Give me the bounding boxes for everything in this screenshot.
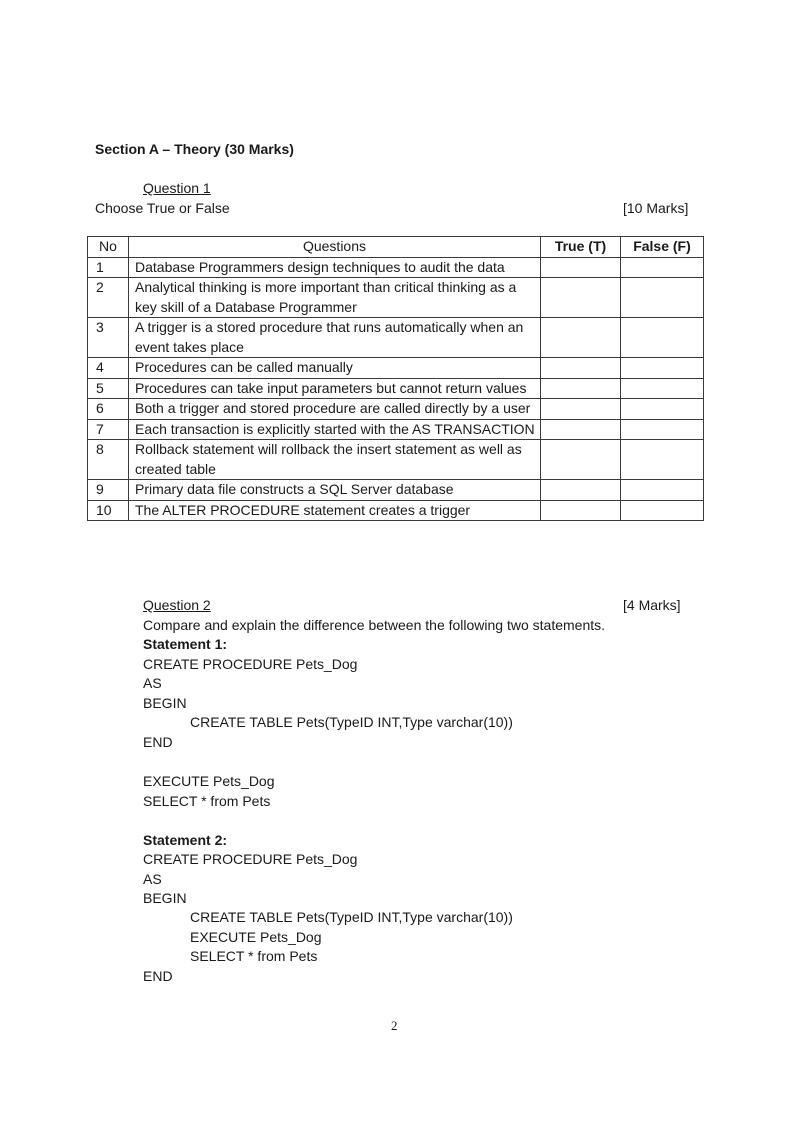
true-answer-cell[interactable] — [541, 257, 621, 278]
question-number: 6 — [88, 399, 129, 420]
question1-marks: [10 Marks] — [623, 200, 689, 216]
question1-heading: Question 1 — [143, 180, 211, 196]
true-answer-cell[interactable] — [541, 358, 621, 379]
statement2-line: AS — [143, 871, 162, 887]
true-answer-cell[interactable] — [541, 318, 621, 358]
table-row — [88, 378, 704, 399]
table-row — [88, 318, 704, 358]
question-number: 1 — [88, 257, 129, 278]
false-answer-cell[interactable] — [621, 419, 704, 440]
false-answer-cell[interactable] — [621, 378, 704, 399]
question-text: A trigger is a stored procedure that runs automatically when an event takes place — [129, 318, 541, 358]
question-text: The ALTER PROCEDURE statement creates a trigger — [129, 500, 541, 521]
table-row — [88, 399, 704, 420]
true-answer-cell[interactable] — [541, 278, 621, 318]
table-row — [88, 278, 704, 318]
question-text: Analytical thinking is more important than critical thinking as a key skill of a Database Programmer — [129, 278, 541, 318]
false-answer-cell[interactable] — [621, 399, 704, 420]
header-no: No — [88, 237, 129, 258]
statement1-line: CREATE PROCEDURE Pets_Dog — [143, 656, 358, 672]
question2-instruction: Compare and explain the difference between the following two statements. — [143, 617, 606, 633]
true-answer-cell[interactable] — [541, 500, 621, 521]
question-text: Primary data file constructs a SQL Server database — [129, 480, 541, 501]
question-text: Rollback statement will rollback the insert statement as well as created table — [129, 440, 541, 480]
statement1-line: END — [143, 734, 173, 750]
question-number: 9 — [88, 480, 129, 501]
question-number: 10 — [88, 500, 129, 521]
table-row — [88, 419, 704, 440]
true-answer-cell[interactable] — [541, 480, 621, 501]
question-number: 3 — [88, 318, 129, 358]
true-answer-cell[interactable] — [541, 440, 621, 480]
statement2-line: END — [143, 968, 173, 984]
statement1-line: EXECUTE Pets_Dog — [143, 773, 275, 789]
false-answer-cell[interactable] — [621, 500, 704, 521]
table-row — [88, 440, 704, 480]
statement2-line: EXECUTE Pets_Dog — [190, 929, 322, 945]
header-true: True (T) — [541, 237, 621, 258]
statement2-line: CREATE PROCEDURE Pets_Dog — [143, 851, 358, 867]
true-answer-cell[interactable] — [541, 399, 621, 420]
header-questions: Questions — [129, 237, 541, 258]
question-text: Database Programmers design techniques to audit the data — [129, 257, 541, 278]
section-title: Section A – Theory (30 Marks) — [95, 141, 294, 157]
statement2-line: SELECT * from Pets — [190, 948, 318, 964]
question-number: 7 — [88, 419, 129, 440]
table-row — [88, 480, 704, 501]
false-answer-cell[interactable] — [621, 257, 704, 278]
false-answer-cell[interactable] — [621, 358, 704, 379]
statement2-label: Statement 2: — [143, 832, 228, 848]
question-number: 8 — [88, 440, 129, 480]
question-number: 4 — [88, 358, 129, 379]
statement2-line: CREATE TABLE Pets(TypeID INT,Type varchar(10)) — [190, 909, 513, 925]
question-number: 5 — [88, 378, 129, 399]
statement1-line: SELECT * from Pets — [143, 793, 271, 809]
statement1-line: BEGIN — [143, 695, 187, 711]
statement1-line: AS — [143, 675, 162, 691]
false-answer-cell[interactable] — [621, 440, 704, 480]
statement1-line: CREATE TABLE Pets(TypeID INT,Type varchar(10)) — [190, 714, 513, 730]
false-answer-cell[interactable] — [621, 480, 704, 501]
header-false: False (F) — [621, 237, 704, 258]
question-text: Procedures can take input parameters but cannot return values — [129, 378, 541, 399]
table-row — [88, 257, 704, 278]
statement2-line: BEGIN — [143, 890, 187, 906]
table-row — [88, 358, 704, 379]
false-answer-cell[interactable] — [621, 318, 704, 358]
question1-instruction: Choose True or False — [95, 200, 230, 216]
true-false-table — [87, 236, 704, 521]
question-text: Each transaction is explicitly started with the AS TRANSACTION — [129, 419, 541, 440]
page-number: 2 — [391, 1018, 398, 1033]
statement1-label: Statement 1: — [143, 636, 228, 652]
question-text: Procedures can be called manually — [129, 358, 541, 379]
table-row — [88, 500, 704, 521]
question2-marks: [4 Marks] — [623, 597, 681, 613]
table-header-row — [88, 237, 704, 258]
false-answer-cell[interactable] — [621, 278, 704, 318]
true-answer-cell[interactable] — [541, 378, 621, 399]
question-text: Both a trigger and stored procedure are called directly by a user — [129, 399, 541, 420]
question-number: 2 — [88, 278, 129, 318]
question2-heading: Question 2 — [143, 597, 211, 613]
true-answer-cell[interactable] — [541, 419, 621, 440]
